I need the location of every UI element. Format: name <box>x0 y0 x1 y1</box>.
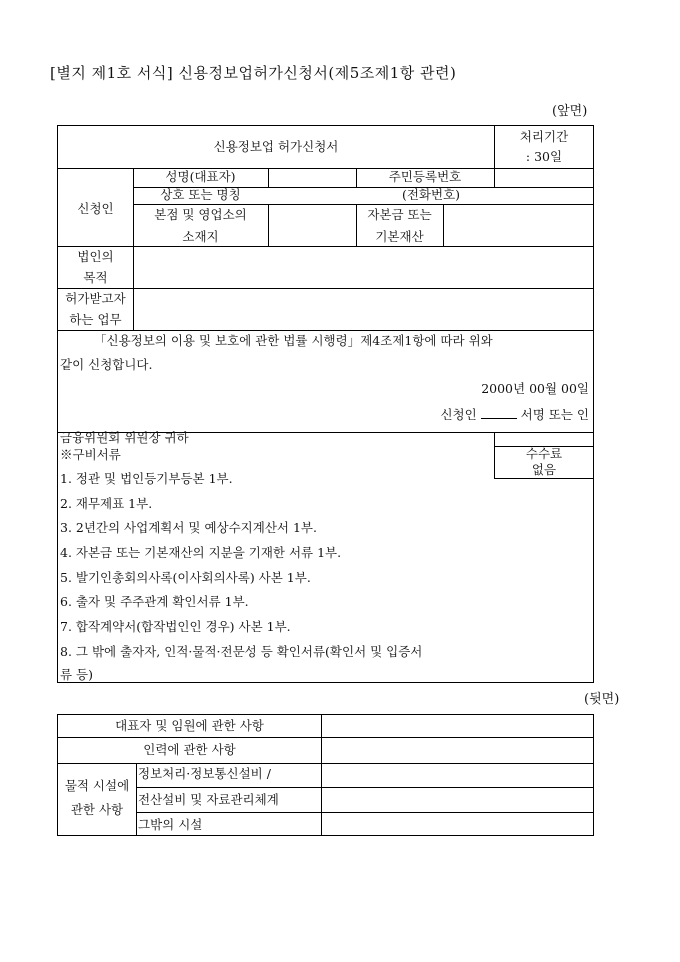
form-title: [별지 제1호 서식] 신용정보업허가신청서(제5조제1항 관련) <box>50 64 457 82</box>
fee-label: 수수료 <box>525 446 563 461</box>
executives-field[interactable] <box>323 717 592 735</box>
signature-line <box>440 407 589 422</box>
document-item: 3. 2년간의 사업계획서 및 예상수지계산서 1부. <box>60 520 317 535</box>
personnel-field[interactable] <box>323 739 592 761</box>
other-facilities-field[interactable] <box>323 814 592 835</box>
resident-number-field[interactable] <box>496 169 592 186</box>
capital-label-line2: 기본재산 <box>375 229 424 244</box>
back-page-label: (뒷면) <box>584 692 620 707</box>
form-name: 신용정보업 허가신청서 <box>213 139 339 154</box>
signer-prefix: 신청인 <box>440 407 477 422</box>
document-item: 1. 정관 및 법인등기부등본 1부. <box>60 471 233 486</box>
signer-suffix: 서명 또는 인 <box>520 407 589 422</box>
other-facilities-label: 그밖의 시설 <box>138 817 203 832</box>
personnel-label: 인력에 관한 사항 <box>143 742 236 757</box>
physical-facilities-label-line1: 물적 시설에 <box>64 778 130 793</box>
document-item: 5. 발기인총회의사록(이사회의사록) 사본 1부. <box>60 570 311 585</box>
processing-period-label: 처리기간 <box>519 129 569 144</box>
processing-period-value: : 30일 <box>525 149 563 164</box>
purpose-label-line1: 법인의 <box>77 249 114 264</box>
document-item: 4. 자본금 또는 기본재산의 지분을 기재한 서류 1부. <box>60 545 342 560</box>
document-item: 2. 재무제표 1부. <box>60 496 153 511</box>
representative-name-field[interactable] <box>270 169 354 186</box>
document-item: 류 등) <box>60 667 94 682</box>
company-name-label: 상호 또는 명칭 <box>160 187 241 202</box>
it-facilities-field-1[interactable] <box>323 765 592 785</box>
back-table <box>57 714 594 836</box>
application-table <box>57 125 594 683</box>
front-page-label: (앞면) <box>552 104 588 119</box>
business-label-line2: 하는 업무 <box>69 312 122 327</box>
signature-blank[interactable] <box>481 407 517 419</box>
statement-line1: 「신용정보의 이용 및 보호에 관한 법률 시행령」제4조제1항에 따라 위와 <box>94 333 493 348</box>
document-item: 6. 출자 및 주주관계 확인서류 1부. <box>60 594 249 609</box>
purpose-label-line2: 목적 <box>83 270 108 285</box>
executives-label: 대표자 및 임원에 관한 사항 <box>115 718 264 733</box>
purpose-field[interactable] <box>135 248 592 286</box>
capital-field[interactable] <box>445 206 592 244</box>
headquarters-field[interactable] <box>270 206 354 244</box>
resident-number-label: 주민등록번호 <box>388 169 462 184</box>
statement-line2: 같이 신청합니다. <box>60 357 153 372</box>
phone-label: (전화번호) <box>401 187 461 202</box>
business-field[interactable] <box>135 290 592 328</box>
it-facilities-field-2[interactable] <box>323 789 592 810</box>
it-facilities-label-line2: 전산설비 및 자료관리체계 <box>138 792 279 807</box>
document-item: 7. 합작계약서(합작법인인 경우) 사본 1부. <box>60 619 291 634</box>
business-label-line1: 허가받고자 <box>65 291 126 306</box>
representative-name-label: 성명(대표자) <box>165 169 236 184</box>
capital-label-line1: 자본금 또는 <box>367 207 432 222</box>
addressee: 금융위원회 위원장 귀하 <box>60 430 189 445</box>
it-facilities-label-line1: 정보처리·정보통신설비 / <box>138 766 271 781</box>
fee-value: 없음 <box>531 462 557 477</box>
headquarters-label-line1: 본점 및 영업소의 <box>154 207 247 222</box>
documents-heading: ※구비서류 <box>60 447 121 462</box>
physical-facilities-label-line2: 관한 사항 <box>70 802 124 817</box>
applicant-label: 신청인 <box>77 201 114 216</box>
application-date: 2000년 00월 00일 <box>481 381 589 396</box>
headquarters-label-line2: 소재지 <box>182 229 219 244</box>
document-item: 8. 그 밖에 출자자, 인적·물적·전문성 등 확인서류(확인서 및 입증서 <box>60 644 423 659</box>
